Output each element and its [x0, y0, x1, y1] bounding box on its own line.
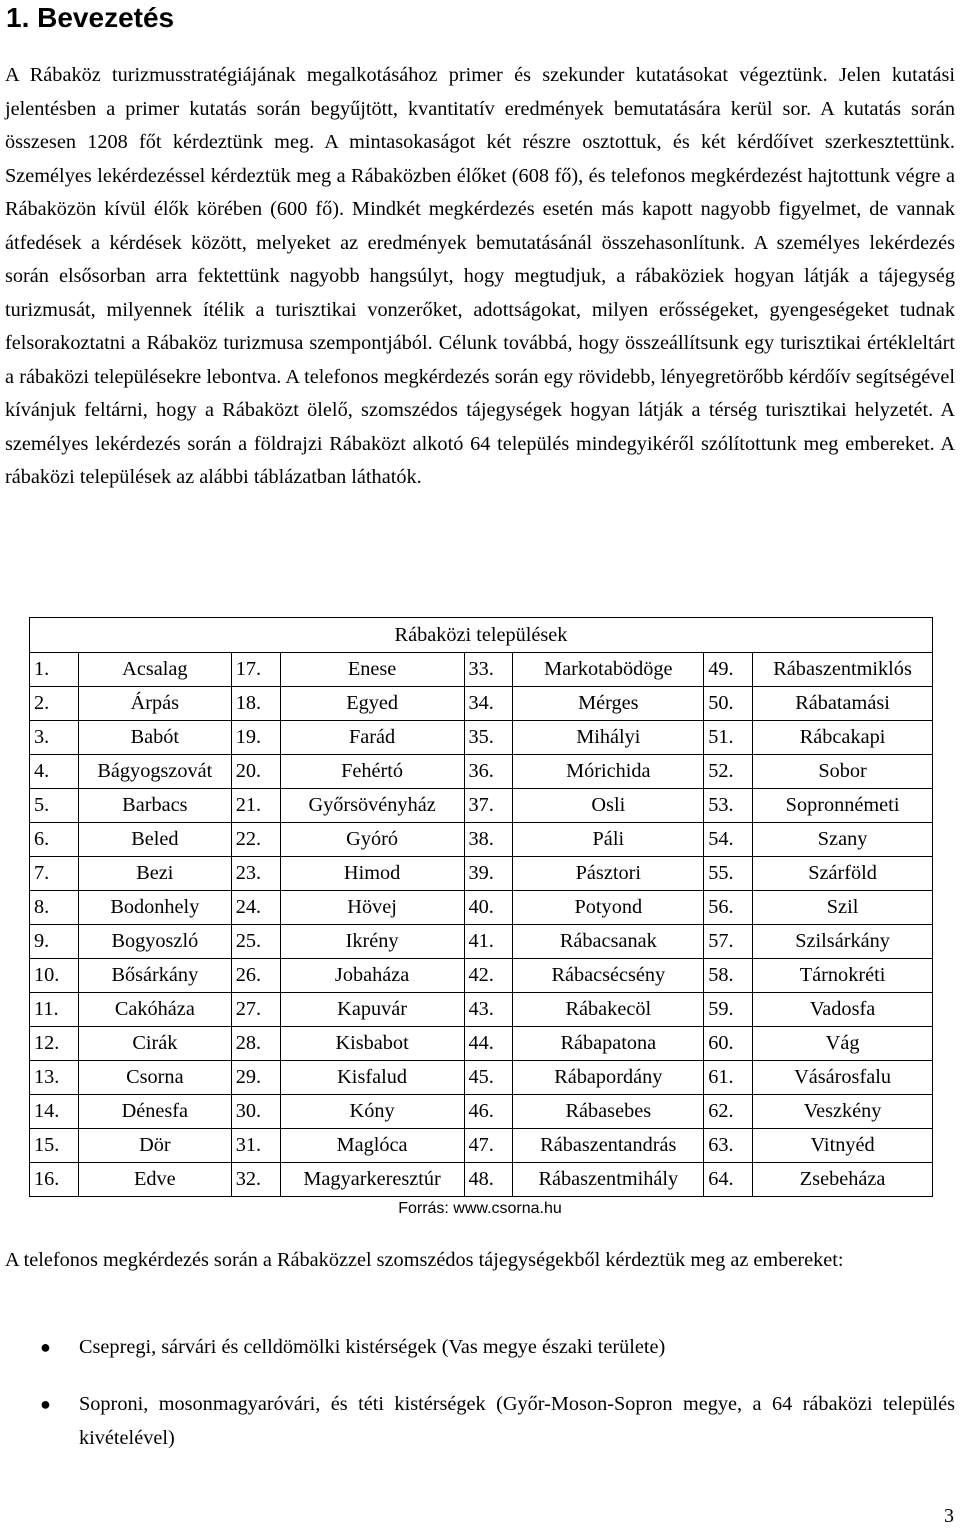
row-number-cell: 53. [704, 789, 753, 823]
settlement-name-cell: Fehértó [280, 755, 464, 789]
settlement-name-cell: Sobor [753, 755, 933, 789]
row-number-cell: 32. [231, 1163, 280, 1197]
settlement-name-cell: Mérges [513, 687, 704, 721]
settlement-name-cell: Árpás [78, 687, 231, 721]
row-number-cell: 19. [231, 721, 280, 755]
settlement-name-cell: Maglóca [280, 1129, 464, 1163]
row-number-cell: 46. [464, 1095, 513, 1129]
settlement-name-cell: Cirák [78, 1027, 231, 1061]
row-number-cell: 2. [30, 687, 79, 721]
settlement-name-cell: Beled [78, 823, 231, 857]
settlement-name-cell: Enese [280, 653, 464, 687]
row-number-cell: 29. [231, 1061, 280, 1095]
table-row [30, 891, 933, 925]
row-number-cell: 30. [231, 1095, 280, 1129]
row-number-cell: 45. [464, 1061, 513, 1095]
settlement-name-cell: Rábapatona [513, 1027, 704, 1061]
settlement-name-cell: Dénesfa [78, 1095, 231, 1129]
bullet-icon: ● [40, 1337, 51, 1357]
table-row [30, 959, 933, 993]
table-row [30, 857, 933, 891]
follow-up-paragraph: A telefonos megkérdezés során a Rábaközzel szomszédos tájegységekből kérdeztük meg az embereket: [5, 1249, 844, 1271]
row-number-cell: 16. [30, 1163, 79, 1197]
settlement-name-cell: Cakóháza [78, 993, 231, 1027]
table-row [30, 789, 933, 823]
row-number-cell: 13. [30, 1061, 79, 1095]
settlement-name-cell: Rábakecöl [513, 993, 704, 1027]
row-number-cell: 33. [464, 653, 513, 687]
row-number-cell: 62. [704, 1095, 753, 1129]
row-number-cell: 55. [704, 857, 753, 891]
settlement-name-cell: Osli [513, 789, 704, 823]
row-number-cell: 31. [231, 1129, 280, 1163]
list-item [0, 1387, 955, 1455]
settlement-name-cell: Jobaháza [280, 959, 464, 993]
settlement-name-cell: Rábacsécsény [513, 959, 704, 993]
settlement-name-cell: Bágyogszovát [78, 755, 231, 789]
settlement-name-cell: Potyond [513, 891, 704, 925]
settlement-name-cell: Szilsárkány [753, 925, 933, 959]
table-row [30, 1129, 933, 1163]
settlement-name-cell: Mórichida [513, 755, 704, 789]
settlement-name-cell: Rábapordány [513, 1061, 704, 1095]
table-caption-row [30, 618, 933, 653]
row-number-cell: 40. [464, 891, 513, 925]
settlement-name-cell: Szany [753, 823, 933, 857]
row-number-cell: 35. [464, 721, 513, 755]
table-row [30, 721, 933, 755]
table-row [30, 653, 933, 687]
row-number-cell: 4. [30, 755, 79, 789]
table-row [30, 755, 933, 789]
settlement-name-cell: Farád [280, 721, 464, 755]
table-row [30, 1095, 933, 1129]
row-number-cell: 7. [30, 857, 79, 891]
row-number-cell: 61. [704, 1061, 753, 1095]
row-number-cell: 47. [464, 1129, 513, 1163]
row-number-cell: 37. [464, 789, 513, 823]
row-number-cell: 14. [30, 1095, 79, 1129]
row-number-cell: 34. [464, 687, 513, 721]
bullet-icon: ● [40, 1394, 51, 1414]
row-number-cell: 63. [704, 1129, 753, 1163]
row-number-cell: 36. [464, 755, 513, 789]
settlement-name-cell: Vadosfa [753, 993, 933, 1027]
row-number-cell: 5. [30, 789, 79, 823]
row-number-cell: 17. [231, 653, 280, 687]
settlement-name-cell: Győrsövényház [280, 789, 464, 823]
table-row [30, 1027, 933, 1061]
settlement-name-cell: Bezi [78, 857, 231, 891]
settlement-name-cell: Dör [78, 1129, 231, 1163]
row-number-cell: 12. [30, 1027, 79, 1061]
settlement-name-cell: Rábacsanak [513, 925, 704, 959]
settlement-name-cell: Rábaszentmiklós [753, 653, 933, 687]
table-row [30, 1061, 933, 1095]
settlement-name-cell: Rábatamási [753, 687, 933, 721]
row-number-cell: 64. [704, 1163, 753, 1197]
settlement-name-cell: Mihályi [513, 721, 704, 755]
row-number-cell: 48. [464, 1163, 513, 1197]
row-number-cell: 58. [704, 959, 753, 993]
settlement-name-cell: Markotabödöge [513, 653, 704, 687]
row-number-cell: 54. [704, 823, 753, 857]
settlement-name-cell: Kóny [280, 1095, 464, 1129]
settlement-name-cell: Szárföld [753, 857, 933, 891]
settlement-name-cell: Bogyoszló [78, 925, 231, 959]
row-number-cell: 50. [704, 687, 753, 721]
list-item-text: Csepregi, sárvári és celldömölki kistérségek (Vas megye északi területe) [79, 1336, 666, 1358]
row-number-cell: 28. [231, 1027, 280, 1061]
row-number-cell: 42. [464, 959, 513, 993]
row-number-cell: 41. [464, 925, 513, 959]
row-number-cell: 23. [231, 857, 280, 891]
table-row [30, 823, 933, 857]
settlement-name-cell: Tárnokréti [753, 959, 933, 993]
row-number-cell: 26. [231, 959, 280, 993]
intro-paragraph: A Rábaköz turizmusstratégiájának megalkotásához primer és szekunder kutatásokat végeztünk. Jelen kutatási jelentésben a primer kutatás során begyűjtött, kvantitatív eredmények bemutatására kerül sor. A kutatás során összesen 1208 főt kérdeztünk meg. A mintasokaságot két részre osztottuk, és két kérdőívet szerkesztettünk. Személyes lekérdezéssel kérdeztük meg a Rábaközben élőket (608 fő), és telefonos megkérdezést hajtottunk végre a Rábaközön kívül élők körében (600 fő). Mindkét megkérdezés esetén más kapott nagyobb figyelmet, de vannak átfedések a kérdések között, melyeket az eredmények bemutatásánál összehasonlítunk. A személyes lekérdezés során elsősorban arra fektettünk nagyobb hangsúlyt, hogy megtudjuk, a rábaköziek hogyan látják a tájegység turizmusát, milyennek ítélik a turisztikai vonzerőket, adottságokat, milyen erősségeket, gyengeségeket tudnak felsorakoztatni a Rábaköz turizmusa szempontjából. Célunk továbbá, hogy összeállítsunk egy turisztikai értékleltárt a rábaközi településekre lebontva. A telefonos megkérdezés során egy rövidebb, lényegretörőbb kérdőív segítségével kívánjuk feltárni, hogy a Rábaközt ölelő, szomszédos tájegységek hogyan látják a térség turisztikai helyzetét. A személyes lekérdezés során a földrajzi Rábaközt alkotó 64 település mindegyikéről szólítottunk meg embereket. A rábaközi települések az alábbi táblázatban láthatók. [5, 64, 955, 488]
row-number-cell: 25. [231, 925, 280, 959]
row-number-cell: 59. [704, 993, 753, 1027]
row-number-cell: 21. [231, 789, 280, 823]
row-number-cell: 27. [231, 993, 280, 1027]
settlement-name-cell: Bodonhely [78, 891, 231, 925]
row-number-cell: 43. [464, 993, 513, 1027]
settlement-name-cell: Kisfalud [280, 1061, 464, 1095]
row-number-cell: 9. [30, 925, 79, 959]
row-number-cell: 11. [30, 993, 79, 1027]
row-number-cell: 52. [704, 755, 753, 789]
row-number-cell: 1. [30, 653, 79, 687]
settlement-name-cell: Kapuvár [280, 993, 464, 1027]
table-row [30, 687, 933, 721]
row-number-cell: 57. [704, 925, 753, 959]
settlement-name-cell: Pásztori [513, 857, 704, 891]
settlement-name-cell: Rábaszentmihály [513, 1163, 704, 1197]
row-number-cell: 20. [231, 755, 280, 789]
settlement-name-cell: Csorna [78, 1061, 231, 1095]
list-item [0, 1330, 955, 1364]
settlement-name-cell: Hövej [280, 891, 464, 925]
settlement-name-cell: Vitnyéd [753, 1129, 933, 1163]
settlement-name-cell: Himod [280, 857, 464, 891]
settlements-table [29, 617, 933, 1197]
settlement-name-cell: Egyed [280, 687, 464, 721]
section-heading: 1. Bevezetés [6, 2, 175, 33]
row-number-cell: 56. [704, 891, 753, 925]
region-list [0, 1330, 960, 1455]
row-number-cell: 8. [30, 891, 79, 925]
settlement-name-cell: Rábcakapi [753, 721, 933, 755]
page-number: 3 [944, 1505, 954, 1527]
row-number-cell: 24. [231, 891, 280, 925]
settlement-name-cell: Rábaszentandrás [513, 1129, 704, 1163]
settlement-name-cell: Gyóró [280, 823, 464, 857]
list-item-text: Soproni, mosonmagyaróvári, és téti kistérségek (Győr-Moson-Sopron megye, a 64 rábaközi település kivételével) [79, 1393, 955, 1449]
row-number-cell: 10. [30, 959, 79, 993]
row-number-cell: 22. [231, 823, 280, 857]
row-number-cell: 60. [704, 1027, 753, 1061]
settlement-name-cell: Acsalag [78, 653, 231, 687]
settlement-name-cell: Vásárosfalu [753, 1061, 933, 1095]
settlement-name-cell: Magyarkeresztúr [280, 1163, 464, 1197]
row-number-cell: 38. [464, 823, 513, 857]
row-number-cell: 6. [30, 823, 79, 857]
row-number-cell: 39. [464, 857, 513, 891]
settlement-name-cell: Veszkény [753, 1095, 933, 1129]
table-row [30, 1163, 933, 1197]
row-number-cell: 18. [231, 687, 280, 721]
settlement-name-cell: Vág [753, 1027, 933, 1061]
settlement-name-cell: Ikrény [280, 925, 464, 959]
table-source: Forrás: www.csorna.hu [398, 1200, 562, 1217]
settlement-name-cell: Szil [753, 891, 933, 925]
table-row [30, 993, 933, 1027]
settlement-name-cell: Sopronnémeti [753, 789, 933, 823]
table-caption: Rábaközi települések [30, 618, 933, 653]
settlement-name-cell: Rábasebes [513, 1095, 704, 1129]
row-number-cell: 15. [30, 1129, 79, 1163]
settlement-name-cell: Edve [78, 1163, 231, 1197]
settlement-name-cell: Barbacs [78, 789, 231, 823]
settlement-name-cell: Babót [78, 721, 231, 755]
row-number-cell: 51. [704, 721, 753, 755]
row-number-cell: 49. [704, 653, 753, 687]
row-number-cell: 3. [30, 721, 79, 755]
table-row [30, 925, 933, 959]
settlement-name-cell: Páli [513, 823, 704, 857]
settlement-name-cell: Zsebeháza [753, 1163, 933, 1197]
settlement-name-cell: Kisbabot [280, 1027, 464, 1061]
row-number-cell: 44. [464, 1027, 513, 1061]
settlement-name-cell: Bősárkány [78, 959, 231, 993]
